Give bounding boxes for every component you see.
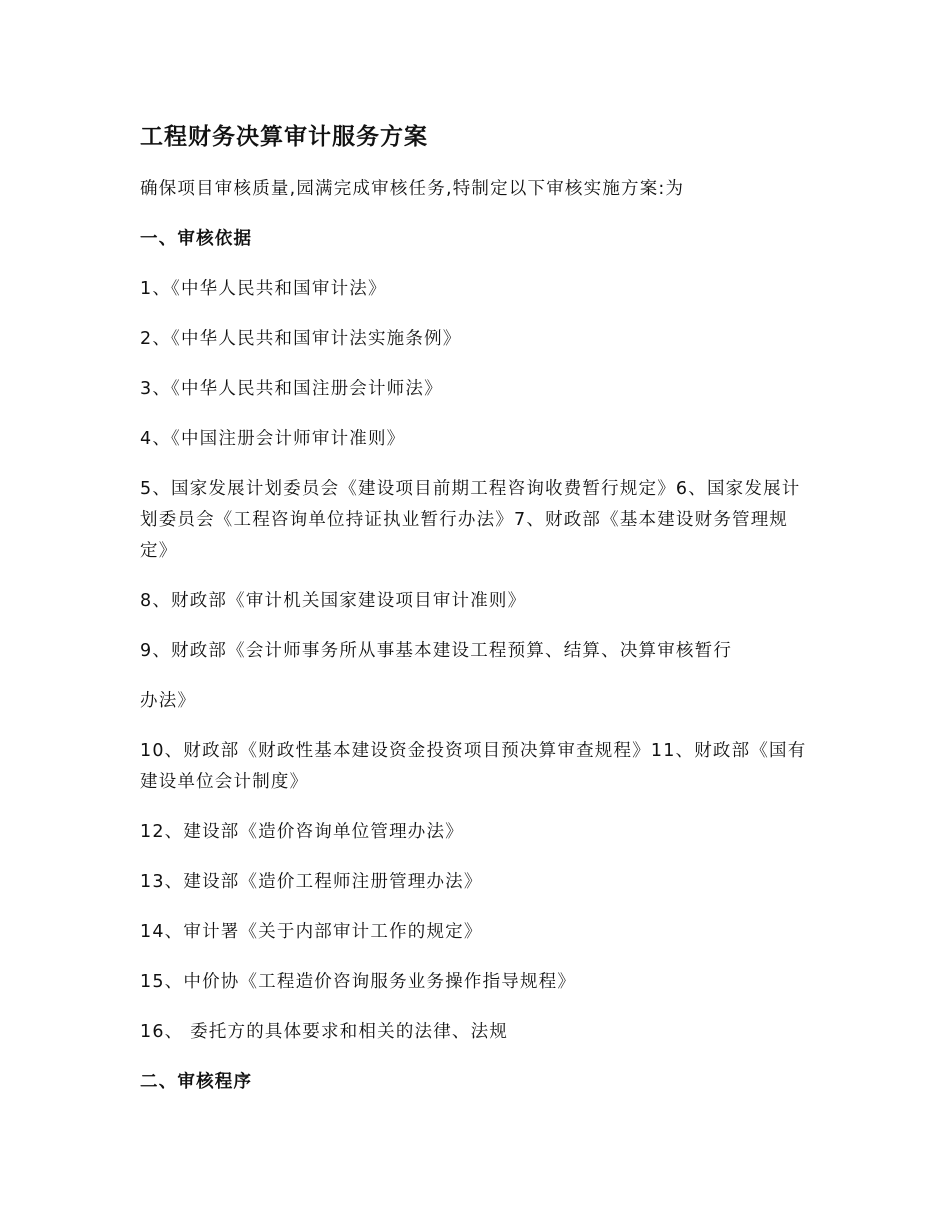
document-title: 工程财务决算审计服务方案 xyxy=(140,124,428,150)
section-heading-basis: 一、审核依据 xyxy=(140,229,253,249)
basis-item-9: 9、财政部《会计师事务所从事基本建设工程预算、结算、决算审核暂行 xyxy=(140,641,733,661)
intro-paragraph: 确保项目审核质量,园满完成审核任务,特制定以下审核实施方案:为 xyxy=(140,179,685,199)
basis-item-13: 13、建设部《造价工程师注册管理办法》 xyxy=(140,872,483,892)
basis-item-5-7: 5、国家发展计划委员会《建设项目前期工程咨询收费暂行规定》6、国家发展计划委员会《工程咨询单位持证执业暂行办法》7、财政部《基本建设财务管理规定》 xyxy=(140,479,801,561)
basis-item-15: 15、中价协《工程造价咨询服务业务操作指导规程》 xyxy=(140,972,577,992)
basis-item-12: 12、建设部《造价咨询单位管理办法》 xyxy=(140,822,464,842)
basis-item-3: 3、《中华人民共和国注册会计师法》 xyxy=(140,379,443,399)
basis-item-9-continued: 办法》 xyxy=(140,691,197,711)
basis-item-2: 2、《中华人民共和国审计法实施条例》 xyxy=(140,329,462,349)
basis-item-4: 4、《中国注册会计师审计准则》 xyxy=(140,429,406,449)
basis-item-1: 1、《中华人民共和国审计法》 xyxy=(140,279,387,299)
basis-item-16: 16、 委托方的具体要求和相关的法律、法规 xyxy=(140,1022,509,1042)
basis-item-8: 8、财政部《审计机关国家建设项目审计准则》 xyxy=(140,591,527,611)
basis-list xyxy=(140,274,810,1048)
section-heading-procedure: 二、审核程序 xyxy=(140,1072,253,1092)
basis-item-10-11: 10、财政部《财政性基本建设资金投资项目预决算审查规程》11、财政部《国有建设单位会计制度》 xyxy=(140,741,807,792)
document-body xyxy=(140,120,810,1117)
basis-item-14: 14、审计署《关于内部审计工作的规定》 xyxy=(140,922,483,942)
